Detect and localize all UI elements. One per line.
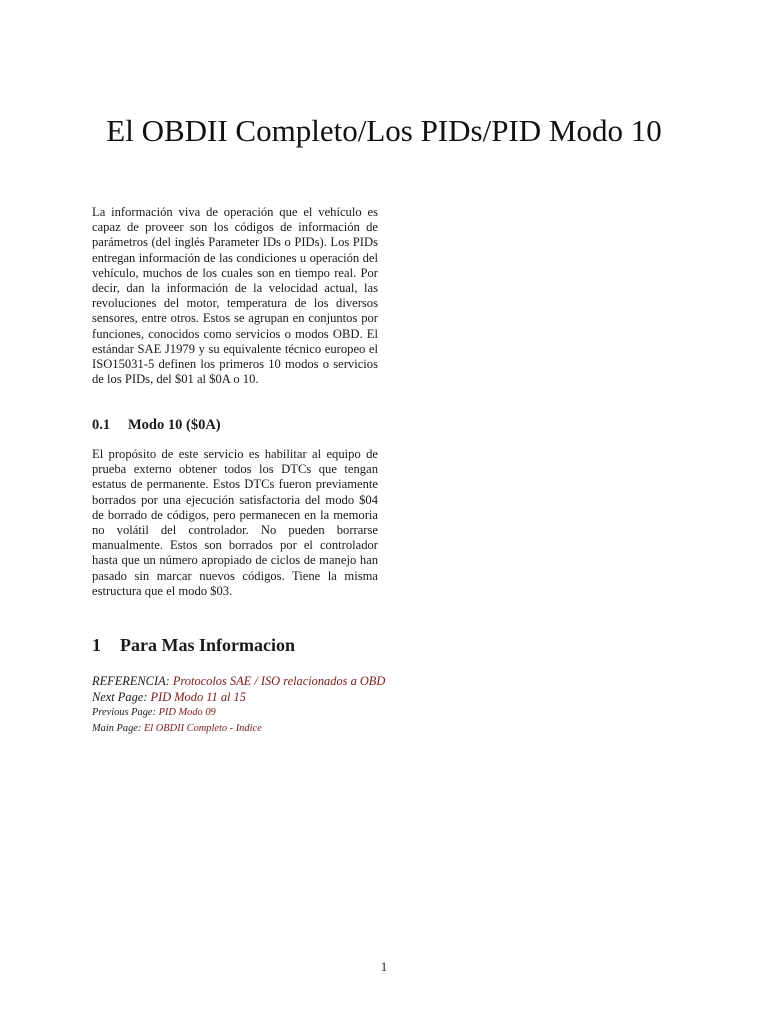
main-page-label: Main Page: [92, 722, 142, 734]
page-title: El OBDII Completo/Los PIDs/PID Modo 10 [106, 113, 662, 148]
previous-page-line [92, 705, 492, 721]
reference-links [92, 673, 492, 736]
previous-page-label: Previous Page: [92, 707, 156, 718]
reference-label: REFERENCIA: [92, 674, 170, 688]
next-page-label: Next Page: [92, 690, 148, 704]
subsection-title: Modo 10 ($0A) [128, 417, 221, 433]
intro-paragraph: La información viva de operación que el vehículo es capaz de proveer son los códigos de información de parámetros (del inglés Parameter IDs o PIDs). Los PIDs entregan información de las condiciones u operación del vehículo, muchos de los cuales son en tiempo real. Por decir, dan la información de la velocidad actual, las revoluciones del motor, temperatura de los diversos sensores, entre otros. Estos se agrupan en conjuntos por funciones, conocidos como servicios o modos OBD. El estándar SAE J1979 y su equivalente técnico europeo el ISO15031-5 definen los primeros 10 modos o servicios de los PIDs, del $01 al $0A o 10. [92, 205, 378, 387]
main-page-line [92, 721, 492, 737]
page-number: 1 [380, 960, 388, 974]
section-heading [92, 634, 295, 656]
subsection-heading [92, 416, 221, 434]
main-page-link[interactable]: El OBDII Completo - Indice [143, 722, 262, 734]
reference-line [92, 673, 492, 689]
subsection-number: 0.1 [92, 417, 111, 433]
next-page-line [92, 689, 492, 705]
subsection-paragraph: El propósito de este servicio es habilitar al equipo de prueba externo obtener todos los DTCs que tengan estatus de permanente. Estos DTCs fueron previamente borrados por una ejecución satisfactoria del modo $04 de borrado de códigos, pero permanecen en la memoria no volátil del controlador. No pueden borrarse manualmente. Estos son borrados por el controlador hasta que un número apropiado de ciclos de manejo han pasado sin marcar nuevos códigos. Tiene la misma estructura que el modo $03. [92, 447, 378, 598]
section-number: 1 [92, 635, 101, 655]
next-page-link[interactable]: PID Modo 11 al 15 [150, 690, 246, 704]
previous-page-link[interactable]: PID Modo 09 [158, 707, 216, 718]
reference-link[interactable]: Protocolos SAE / ISO relacionados a OBD [172, 674, 386, 688]
section-title: Para Mas Informacion [120, 635, 295, 655]
